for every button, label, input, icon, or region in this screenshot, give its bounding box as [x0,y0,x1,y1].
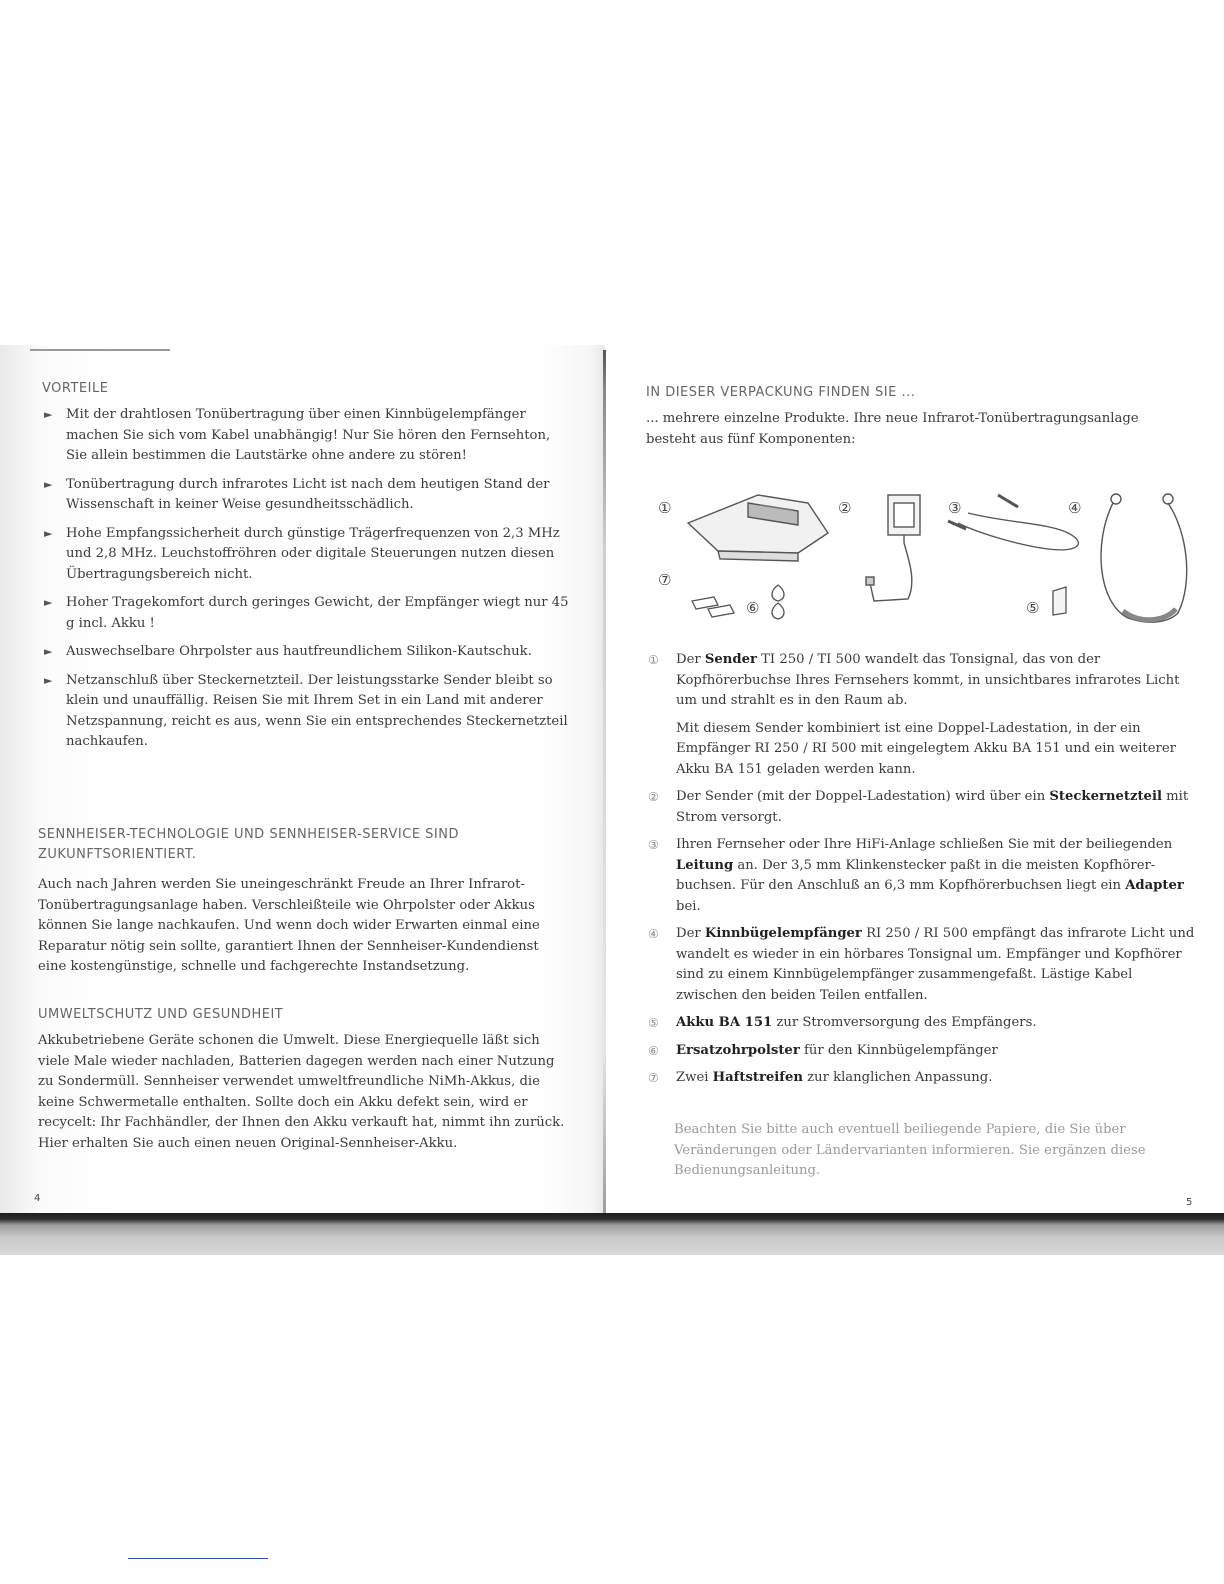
callout-5: ⑤ [1026,599,1040,617]
callout-4: ④ [1068,499,1082,517]
callout-3: ③ [948,499,962,517]
right-page [612,345,1224,1225]
verpackung-heading: IN DIESER VERPACKUNG FINDEN SIE ... [646,385,916,400]
list-item: ③ Ihren Fernseher oder Ihre HiFi-Anlage schließen Sie mit der beiliegenden Leitung an. Der 3,5 mm Klinkenstecker paßt in die meisten Kopfhörer-buchsen. Für den Anschluß an 6,3 mm Kopfhörerbuchsen liegt ein Adapter bei. [648,837,1184,914]
bullet-arrow-icon: ► [44,673,53,687]
component-number: ⑦ [648,1071,659,1085]
callout-2: ② [838,499,852,517]
link-underline [128,1558,268,1559]
verpackung-intro: ... mehrere einzelne Produkte. Ihre neue Infrarot-Tonübertragungsanlage besteht aus fünf Komponenten: [646,411,1139,447]
list-item: ► Auswechselbare Ohrpolster aus hautfreundlichem Silikon-Kautschuk. [42,642,570,663]
battery-drawing [1053,587,1066,615]
receiver-drawing [1101,494,1187,622]
vorteile-list [42,405,570,761]
callout-6: ⑥ [746,599,760,617]
list-item: ► Tonübertragung durch infrarotes Licht ist nach dem heutigen Stand der Wissenschaft in keiner Weise gesundheitsschädlich. [44,476,550,512]
list-item: ► Netzanschluß über Steckernetzteil. Der leistungsstarke Sender bleibt so klein und unauffällig. Reisen Sie mit Ihrem Set in ein Land mit anderer Netzspannung, reicht es aus, wenn Sie ein entsprechendes Steckernetzteil nachkaufen. [44,672,568,749]
gutter [603,350,606,1220]
top-rule [30,349,170,351]
list-item: ⑦ Zwei Haftstreifen zur klanglichen Anpassung. [648,1068,1196,1089]
list-item: ⑥ Ersatzohrpolster für den Kinnbügelempfänger [648,1041,1196,1062]
component-number: ⑤ [648,1016,659,1030]
scan-bottom-edge [0,1213,1224,1255]
umwelt-heading: UMWELTSCHUTZ UND GESUNDHEIT [38,1007,284,1022]
list-item: ④ Der Kinnbügelempfänger RI 250 / RI 500 empfängt das infrarote Licht und wandelt es wieder in ein hörbares Tonsignal um. Empfänger und Kopfhörer sind zu einem Kinnbügelempfänger zusammengefaßt. Lästige Kabel zwischen den beiden Teilen entfallen. [648,926,1195,1003]
callout-7: ⑦ [658,571,672,589]
component-number: ⑥ [648,1043,659,1058]
sender-drawing [688,495,828,561]
components-list [648,650,1196,1096]
bullet-arrow-icon: ► [44,645,53,658]
component-number: ② [648,790,659,804]
component-number: ① [648,653,659,667]
cable-drawing [948,495,1078,550]
list-item: ► Hohe Empfangssicherheit durch günstige Trägerfrequenzen von 2,3 MHz und 2,8 MHz. Leuchstoffröhren oder digitale Steuerungen nutzen diesen Übertragungsbereich nicht. [44,525,560,582]
components-illustration [648,473,1208,653]
power-supply-drawing [866,495,920,601]
manual-spread [0,345,1224,1270]
bullet-arrow-icon: ► [44,408,53,421]
technologie-text: Auch nach Jahren werden Sie uneingeschränkt Freude an Ihrer Infrarot-Tonübertragungsanlage haben. Verschleißteile wie Ohrpolster oder Akkus können Sie lange nachkaufen. Und wenn doch wider Erwarten einmal eine Reparatur nötig sein sollte, garantiert Ihnen der Sennheiser-Kundendienst eine kostengünstige, schnelle und fachgerechte Instandsetzung. [38,877,540,974]
technologie-heading: SENNHEISER-TECHNOLOGIE UND SENNHEISER-SERVICE SIND ZUKUNFTSORIENTIERT. [38,827,459,862]
callout-1: ① [658,499,672,517]
ear-pads-drawing [772,585,784,619]
list-item: ② Der Sender (mit der Doppel-Ladestation) wird über ein Steckernetzteil mit Strom versorgt. [648,789,1189,825]
page-number-right: 5 [1186,1197,1193,1208]
vorteile-heading: VORTEILE [42,381,109,396]
adhesive-strips-drawing [692,597,734,617]
left-page [0,345,605,1225]
list-item: ① Der Sender TI 250 / TI 500 wandelt das Tonsignal, das von der Kopfhörerbuchse Ihres Fernsehers kommt, in unsichtbares infrarotes Licht um und strahlt es in den Raum ab. Mit diesem Sender kombiniert ist eine Doppel-Ladestation, in der ein Empfänger RI 250 / RI 500 mit eingelegtem Akku BA 151 und ein weiterer Akku BA 151 geladen werden kann. [648,652,1180,777]
component-number: ④ [648,927,659,941]
umwelt-text: Akkubetriebene Geräte schonen die Umwelt. Diese Energiequelle läßt sich viele Male wieder nachladen, Batterien dagegen werden nach einer Nutzung zu Sondermüll. Sennheiser verwendet umweltfreundliche NiMh-Akkus, die keine Schwermetalle enthalten. Sollte doch ein Akku defekt sein, wird er recycelt: Ihr Fachhändler, der Ihnen den Akku verkauft hat, nimmt ihn zurück. Hier erhalten Sie auch einen neuen Original-Sennheiser-Akku. [38,1033,565,1151]
page-number-left: 4 [34,1193,41,1204]
bullet-arrow-icon: ► [44,596,53,609]
list-item: ► Mit der drahtlosen Tonübertragung über einen Kinnbügelempfänger machen Sie sich vom Kabel unabhängig! Nur Sie hören den Fernsehton, Sie allein bestimmen die Lautstärke ohne andere zu stören! [44,407,551,463]
list-item: ► Hoher Tragekomfort durch geringes Gewicht, der Empfänger wiegt nur 45 g incl. Akku ! [44,595,569,631]
supplementary-note: Beachten Sie bitte auch eventuell beiliegende Papiere, die Sie über Veränderungen oder Ländervarianten informieren. Sie ergänzen diese Bedienungsanleitung. [674,1122,1146,1178]
bullet-arrow-icon: ► [44,477,53,491]
bullet-arrow-icon: ► [44,526,53,540]
list-item: ⑤ Akku BA 151 zur Stromversorgung des Empfängers. [648,1013,1196,1034]
components-drawing [648,473,1208,653]
component-number: ③ [648,838,659,852]
